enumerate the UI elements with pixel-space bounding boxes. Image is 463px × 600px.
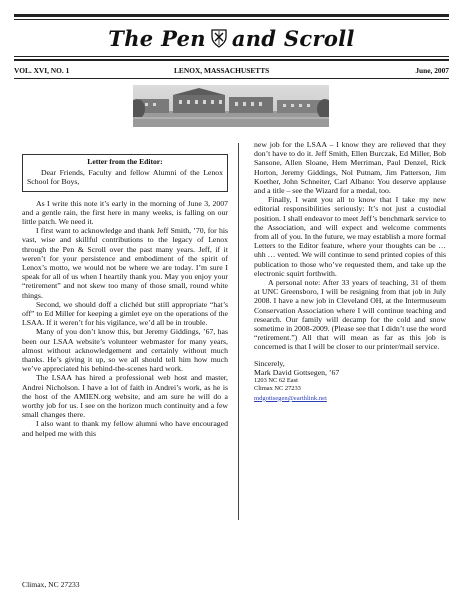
closing: Sincerely, bbox=[254, 358, 285, 368]
shield-crest-icon bbox=[210, 28, 228, 48]
title-left: The Pen bbox=[108, 25, 206, 51]
right-column bbox=[254, 140, 446, 403]
footer-text: Climax, NC 27233 bbox=[22, 580, 80, 589]
letter-heading: Letter from the Editor: bbox=[87, 157, 163, 166]
paragraph: new job for the LSAA – I know they are relieved that they don’t have to do it. Jeff Smith, Ellen Burczak, Ed Miller, Bob Sansone, Allen Sloane, Hem Merriman, Paul Denzel, Rick Horton, Jeremy Giddings, Nol Putnam, Jim Patterson, Jim Koether, John Schneiter, Carl Albano: You deserve applause and a title – see the Wizard for a medal, too. bbox=[254, 140, 446, 196]
campus-photo bbox=[133, 85, 329, 127]
paragraph: Finally, I want you all to know that I take my new editorial responsibilities seriously: It’s not just a custodial position. I shall endeavor to meet Jeff’s benchmark service to the Association, and will expect and welcome comments from all of you. In the future, we may establish a more formal Letters to the Editor feature, where your thoughts can be … uhh … vented. We will continue to send printed copies of this publication to those who’ve requested them, and take up the electronic squirt forthwith. bbox=[254, 195, 446, 278]
paragraph: A personal note: After 33 years of teaching, 31 of them at UNC Greensboro, I will be resigning from that job in July 2008. I have a new job in Cleveland OH, at the Intermuseum Conservation Association where I will continue teaching and research. Our family will decamp for the cold and snow sometime in 2008-2009. (Please see that I didn’t use the word “retirement.”) All that will mean as far as this job is concerned is that I will be closer to our printer/mail service. bbox=[254, 278, 446, 352]
letter-heading-box bbox=[22, 154, 228, 192]
salutation: Dear Friends, Faculty and fellow Alumni of the Lenox School for Boys, bbox=[27, 168, 223, 187]
paragraph: The LSAA has hired a professional web host and master, Andrei Nicholson. I have a lot of faith in Andrei’s work, as he is the host of the AMIEN.org website, and am sure he will do a worthy job for us. I see on the horizon much continuity and a few small changes there. bbox=[22, 373, 228, 420]
issue-line-rule bbox=[14, 78, 449, 79]
signature-name: Mark David Gottsegen, ’67 bbox=[254, 367, 340, 377]
masthead-top-rule bbox=[14, 14, 449, 17]
address-line: 1203 NC 62 East bbox=[254, 377, 298, 385]
issue-date: June, 2007 bbox=[415, 66, 449, 75]
paragraph: I also want to thank my fellow alumni who have encouraged and helped me with this bbox=[22, 419, 228, 438]
paragraph: As I write this note it’s early in the morning of June 3, 2007 and a gentle rain, the first here in many weeks, is falling on our little patch. We need it. bbox=[22, 198, 228, 227]
masthead-top-rule-thin bbox=[14, 19, 449, 20]
column-divider bbox=[238, 143, 239, 520]
masthead-bottom-rule-thin bbox=[14, 56, 449, 57]
issue-location: LENOX, MASSACHUSETTS bbox=[174, 66, 270, 75]
paragraph: Many of you don’t know this, but Jeremy Giddings, ’67, has been our LSAA website’s volunteer webmaster for many years, almost without acknowledgement and certainly without much thanks. He’s giving it up, so we all should tell him how much we’ve appreciated his behind-the-scenes hard work. bbox=[22, 327, 228, 374]
paragraph: Second, we should doff a clichéd but still appropriate “hat’s off” to Ed Miller for keeping a gimlet eye on the operations of the LSAA. If it weren’t for his vigilance, we’d all be in trouble. bbox=[22, 299, 228, 328]
title-right: and Scroll bbox=[231, 25, 355, 51]
masthead-bottom-rule bbox=[14, 59, 449, 62]
paragraph: I first want to acknowledge and thank Jeff Smith, ’70, for his vast, wise and skillful contributions to the legacy of Lenox through the Pen & Scroll over the past many years. Jeff, if it weren’t for your persistence and embodiment of the spirit of Lenox’s motto, we would not be where we are today. I’m sure I speak for all of us when I heartily thank you. May you enjoy your “retirement” and not skew too many of those small, round white things. bbox=[22, 226, 228, 300]
left-column bbox=[22, 140, 228, 438]
issue-volume: VOL. XVI, NO. 1 bbox=[14, 66, 70, 75]
masthead bbox=[14, 24, 449, 52]
issue-info-line bbox=[14, 66, 449, 77]
address-line: Climax NC 27233 bbox=[254, 384, 301, 392]
email-link[interactable]: mdgottsegen@earthlink.net bbox=[254, 394, 327, 402]
newsletter-title bbox=[108, 26, 354, 51]
